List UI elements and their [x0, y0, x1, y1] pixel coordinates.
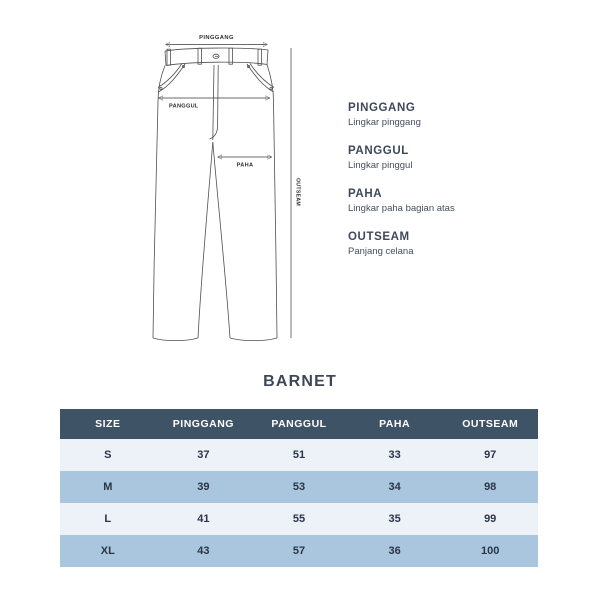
legend-term: PINGGANG [348, 102, 416, 114]
legend-term: PAHA [348, 188, 383, 200]
legend-definition: Lingkar pinggul [348, 160, 413, 171]
legend-definition: Lingkar paha bagian atas [348, 203, 455, 214]
measurement-annotations [159, 35, 301, 338]
col-header-pinggang: PINGGANG [156, 409, 252, 439]
value-cell: 55 [251, 503, 347, 535]
value-cell: 53 [251, 471, 347, 503]
size-cell: L [60, 503, 156, 535]
legend-item-pinggang [348, 101, 563, 129]
pants-outline-drawing [153, 48, 277, 341]
legend-term: PANGGUL [348, 145, 409, 157]
value-cell: 57 [251, 535, 347, 567]
product-title: BARNET [263, 373, 337, 390]
value-cell: 100 [442, 535, 538, 567]
measurement-legend [348, 101, 563, 273]
value-cell: 99 [442, 503, 538, 535]
legend-definition: Lingkar pinggang [348, 117, 421, 128]
size-table-header-row [60, 409, 538, 439]
value-cell: 98 [442, 471, 538, 503]
value-cell: 36 [347, 535, 443, 567]
table-row-m [60, 471, 538, 503]
diagram-outseam-label: OUTSEAM [294, 177, 301, 207]
table-row-l [60, 503, 538, 535]
legend-definition: Panjang celana [348, 246, 414, 257]
pants-diagram [145, 8, 305, 353]
value-cell: 41 [156, 503, 252, 535]
value-cell: 39 [156, 471, 252, 503]
value-cell: 35 [347, 503, 443, 535]
value-cell: 51 [251, 439, 347, 471]
col-header-size: SIZE [60, 409, 156, 439]
value-cell: 34 [347, 471, 443, 503]
value-cell: 43 [156, 535, 252, 567]
value-cell: 37 [156, 439, 252, 471]
legend-item-outseam [348, 230, 563, 258]
table-row-s [60, 439, 538, 471]
size-cell: XL [60, 535, 156, 567]
diagram-pinggang-label: PINGGANG [199, 35, 234, 41]
size-cell: S [60, 439, 156, 471]
size-table [60, 409, 538, 567]
table-row-xl [60, 535, 538, 567]
value-cell: 33 [347, 439, 443, 471]
value-cell: 97 [442, 439, 538, 471]
size-cell: M [60, 471, 156, 503]
col-header-panggul: PANGGUL [251, 409, 347, 439]
col-header-paha: PAHA [347, 409, 443, 439]
legend-item-paha [348, 187, 563, 215]
col-header-outseam: OUTSEAM [442, 409, 538, 439]
diagram-paha-label: PAHA [236, 162, 254, 169]
diagram-panggul-label: PANGGUL [169, 103, 199, 110]
legend-term: OUTSEAM [348, 231, 410, 243]
legend-item-panggul [348, 144, 563, 172]
